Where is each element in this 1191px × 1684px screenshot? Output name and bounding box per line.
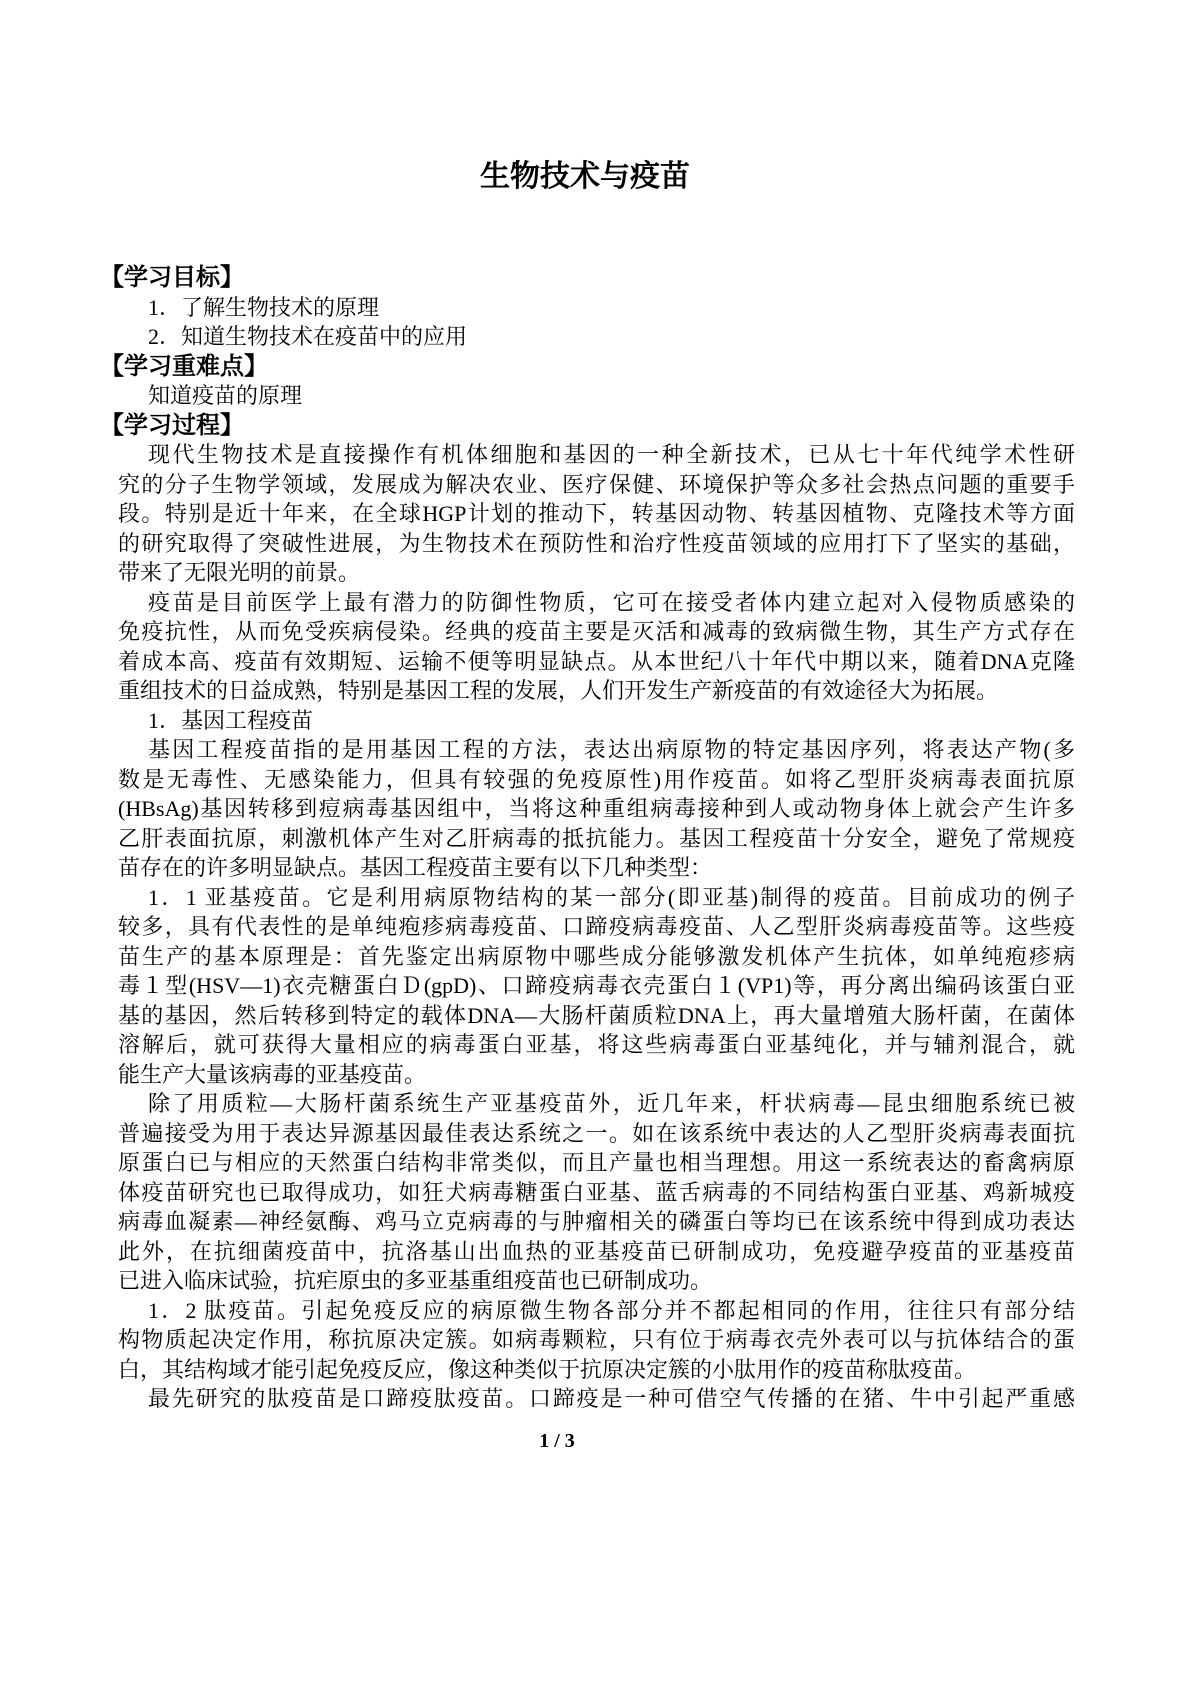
paragraph-line: 究的分子生物学领域，发展成为解决农业、医疗保健、环境保护等众多社会热点问题的重要手 (118, 471, 1075, 497)
paragraph (118, 440, 1075, 588)
paragraph-line: 重组技术的日益成熟，特别是基因工程的发展，人们开发生产新疫苗的有效途径大为拓展。 (118, 678, 999, 703)
paragraph-line: 免疫抗性，从而免受疾病侵染。经典的疫苗主要是灭活和减毒的致病微生物，其生产方式存在 (118, 619, 1075, 644)
section-heading-key-points: 【学习重难点】 (100, 351, 268, 380)
paragraph-line: 着成本高、疫苗有效期短、运输不便等明显缺点。从本世纪八十年代中期以来，随着DNA克隆 (118, 648, 1075, 674)
paragraph-line: 现代生物技术是直接操作有机体细胞和基因的一种全新技术，已从七十年代纯学术性研 (148, 442, 1075, 467)
paragraph-line: 的研究取得了突破性进展，为生物技术在预防性和治疗性疫苗领域的应用打下了坚实的基础， (118, 530, 1075, 556)
paragraph-line: 苗存在的许多明显缺点。基因工程疫苗主要有以下几种类型： (118, 855, 713, 880)
page-number: 1 / 3 (539, 1430, 575, 1452)
paragraph-line: 疫苗是目前医学上最有潜力的防御性物质，它可在接受者体内建立起对入侵物质感染的 (148, 589, 1075, 615)
paragraph-line: 最先研究的肽疫苗是口蹄疫肽疫苗。口蹄疫是一种可借空气传播的在猪、牛中引起严重感 (148, 1386, 1075, 1411)
paragraph-line: 能生产大量该病毒的亚基疫苗。 (118, 1061, 427, 1087)
objective-item: 2．知道生物技术在疫苗中的应用 (148, 324, 468, 349)
paragraph-line: 溶解后，就可获得大量相应的病毒蛋白亚基，将这些病毒蛋白亚基纯化，并与辅剂混合，就 (118, 1032, 1075, 1057)
paragraph-line: 除了用质粒—大肠杆菌系统生产亚基疫苗外，近几年来，杆状病毒—昆虫细胞系统已被 (148, 1091, 1075, 1116)
paragraph-line: 毒１型(HSV—1)衣壳糖蛋白Ｄ(gpD)、口蹄疫病毒衣壳蛋白１(VP1)等，再分离出编码该蛋白亚 (118, 973, 1075, 998)
paragraph-line: 乙肝表面抗原，刺激机体产生对乙肝病毒的抵抗能力。基因工程疫苗十分安全，避免了常规疫 (118, 825, 1075, 851)
paragraph (118, 588, 1075, 706)
paragraph-line: 已进入临床试验，抗疟原虫的多亚基重组疫苗也已研制成功。 (118, 1268, 713, 1293)
paragraph-line: 带来了无限光明的前景。 (118, 560, 361, 585)
paragraph-line: 体疫苗研究也已取得成功，如狂犬病毒糖蛋白亚基、蓝舌病毒的不同结构蛋白亚基、鸡新城疫 (118, 1179, 1075, 1205)
paragraph (118, 735, 1075, 883)
paragraph-line: 1．基因工程疫苗 (148, 707, 314, 733)
objective-item: 1．了解生物技术的原理 (148, 294, 380, 320)
paragraph (118, 706, 1075, 736)
paragraph-line: 基的基因，然后转移到特定的载体DNA—大肠杆菌质粒DNA上，再大量增殖大肠杆菌，在菌体 (118, 1002, 1075, 1028)
paragraph-line: 白，其结构域才能引起免疫反应，像这种类似于抗原决定簇的小肽用作的疫苗称肽疫苗。 (118, 1356, 977, 1382)
key-point-item: 知道疫苗的原理 (148, 383, 303, 408)
document-title: 生物技术与疫苗 (480, 159, 690, 194)
document-body (100, 263, 1075, 1414)
paragraph-line: 此外，在抗细菌疫苗中，抗洛基山出血热的亚基疫苗已研制成功，免疫避孕疫苗的亚基疫苗 (118, 1238, 1075, 1264)
paragraph-line: 数是无毒性、无感染能力，但具有较强的免疫原性)用作疫苗。如将乙型肝炎病毒表面抗原 (118, 766, 1075, 792)
paragraph-line: 1．1 亚基疫苗。它是利用病原物结构的某一部分(即亚基)制得的疫苗。目前成功的例子 (148, 884, 1075, 910)
paragraph (118, 1296, 1075, 1385)
paragraph-line: 构物质起决定作用，称抗原决定簇。如病毒颗粒，只有位于病毒衣壳外表可以与抗体结合的蛋 (118, 1327, 1075, 1352)
paragraph-line: 病毒血凝素—神经氨酶、鸡马立克病毒的与肿瘤相关的磷蛋白等均已在该系统中得到成功表达 (118, 1209, 1075, 1234)
paragraph-line: 基因工程疫苗指的是用基因工程的方法，表达出病原物的特定基因序列，将表达产物(多 (148, 737, 1075, 762)
paragraph-line: 较多，具有代表性的是单纯疱疹病毒疫苗、口蹄疫病毒疫苗、人乙型肝炎病毒疫苗等。这些疫 (118, 914, 1075, 939)
section-heading-process: 【学习过程】 (100, 410, 244, 439)
paragraph-line: (HBsAg)基因转移到痘病毒基因组中，当将这种重组病毒接种到人或动物身体上就会产生许多 (118, 796, 1075, 821)
paragraph-line: 段。特别是近十年来，在全球HGP计划的推动下，转基因动物、转基因植物、克隆技术等方面 (118, 501, 1075, 526)
paragraph-line: 1．2 肽疫苗。引起免疫反应的病原微生物各部分并不都起相同的作用，往往只有部分结 (148, 1297, 1075, 1323)
paragraph-line: 普遍接受为用于表达异源基因最佳表达系统之一。如在该系统中表达的人乙型肝炎病毒表面抗 (118, 1120, 1075, 1146)
paragraph-line: 苗生产的基本原理是：首先鉴定出病原物中哪些成分能够激发机体产生抗体，如单纯疱疹病 (118, 943, 1075, 969)
process-body (118, 440, 1075, 1414)
paragraph-line: 原蛋白已与相应的天然蛋白结构非常类似，而且产量也相当理想。用这一系统表达的畜禽病原 (118, 1150, 1075, 1175)
paragraph (118, 883, 1075, 1090)
paragraph (118, 1089, 1075, 1296)
paragraph (118, 1384, 1075, 1414)
section-heading-objectives: 【学习目标】 (100, 263, 244, 291)
